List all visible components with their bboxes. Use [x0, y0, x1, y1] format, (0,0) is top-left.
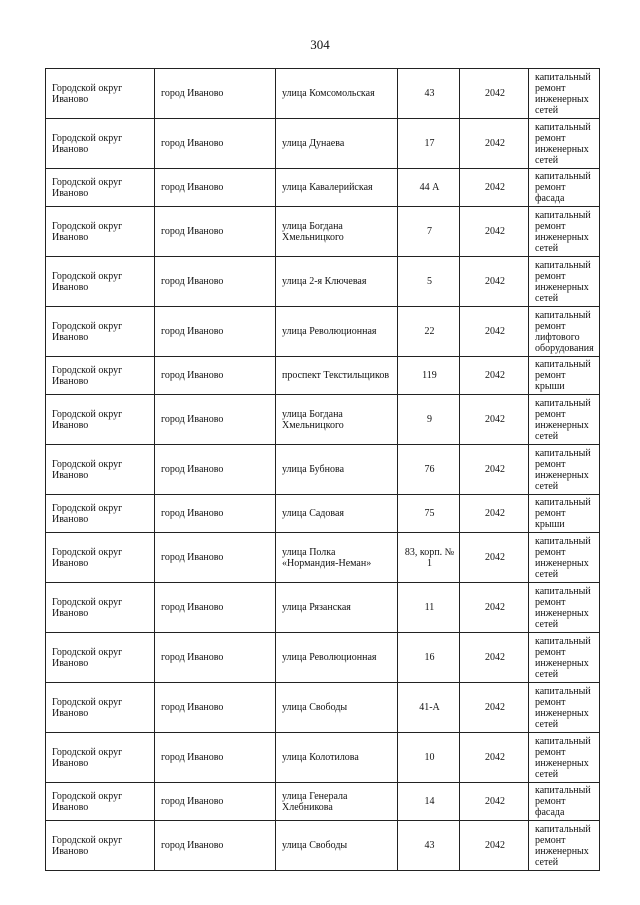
municipality-cell: Городской округ Иваново: [46, 207, 155, 257]
year-cell: 2042: [460, 445, 529, 495]
street-cell: улица Дунаева: [276, 119, 398, 169]
year-cell: 2042: [460, 533, 529, 583]
year-cell: 2042: [460, 69, 529, 119]
street-cell: улица Свободы: [276, 683, 398, 733]
work-type-cell: капитальный ремонт инженерных сетей: [529, 583, 600, 633]
settlement-cell: город Иваново: [155, 357, 276, 395]
settlement-cell: город Иваново: [155, 633, 276, 683]
page-number: 304: [310, 37, 330, 52]
municipality-cell: Городской округ Иваново: [46, 821, 155, 871]
settlement-cell: город Иваново: [155, 257, 276, 307]
year-cell: 2042: [460, 583, 529, 633]
settlement-cell: город Иваново: [155, 495, 276, 533]
street-cell: улица Свободы: [276, 821, 398, 871]
settlement-cell: город Иваново: [155, 119, 276, 169]
table-row: [46, 445, 600, 495]
settlement-cell: город Иваново: [155, 169, 276, 207]
house-number-cell: 16: [398, 633, 460, 683]
street-cell: улица Генерала Хлебникова: [276, 783, 398, 821]
table-body: [46, 69, 600, 871]
street-cell: улица Полка «Нормандия-Неман»: [276, 533, 398, 583]
year-cell: 2042: [460, 683, 529, 733]
repair-schedule-table: [45, 68, 600, 871]
municipality-cell: Городской округ Иваново: [46, 583, 155, 633]
table-row: [46, 69, 600, 119]
settlement-cell: город Иваново: [155, 821, 276, 871]
work-type-cell: капитальный ремонт инженерных сетей: [529, 821, 600, 871]
work-type-cell: капитальный ремонт инженерных сетей: [529, 533, 600, 583]
work-type-cell: капитальный ремонт инженерных сетей: [529, 119, 600, 169]
settlement-cell: город Иваново: [155, 395, 276, 445]
house-number-cell: 5: [398, 257, 460, 307]
street-cell: улица Кавалерийская: [276, 169, 398, 207]
year-cell: 2042: [460, 633, 529, 683]
municipality-cell: Городской округ Иваново: [46, 357, 155, 395]
table-row: [46, 783, 600, 821]
house-number-cell: 22: [398, 307, 460, 357]
work-type-cell: капитальный ремонт инженерных сетей: [529, 69, 600, 119]
table-row: [46, 357, 600, 395]
municipality-cell: Городской округ Иваново: [46, 533, 155, 583]
table-row: [46, 119, 600, 169]
work-type-cell: капитальный ремонт крыши: [529, 495, 600, 533]
street-cell: улица Садовая: [276, 495, 398, 533]
table-row: [46, 169, 600, 207]
house-number-cell: 43: [398, 69, 460, 119]
municipality-cell: Городской округ Иваново: [46, 733, 155, 783]
work-type-cell: капитальный ремонт инженерных сетей: [529, 445, 600, 495]
house-number-cell: 11: [398, 583, 460, 633]
street-cell: улица Революционная: [276, 307, 398, 357]
street-cell: улица Богдана Хмельницкого: [276, 207, 398, 257]
table-row: [46, 683, 600, 733]
street-cell: улица Рязанская: [276, 583, 398, 633]
table-row: [46, 495, 600, 533]
municipality-cell: Городской округ Иваново: [46, 307, 155, 357]
street-cell: улица 2-я Ключевая: [276, 257, 398, 307]
year-cell: 2042: [460, 395, 529, 445]
settlement-cell: город Иваново: [155, 207, 276, 257]
work-type-cell: капитальный ремонт инженерных сетей: [529, 733, 600, 783]
municipality-cell: Городской округ Иваново: [46, 445, 155, 495]
table-row: [46, 821, 600, 871]
street-cell: улица Бубнова: [276, 445, 398, 495]
year-cell: 2042: [460, 783, 529, 821]
table-row: [46, 207, 600, 257]
house-number-cell: 9: [398, 395, 460, 445]
house-number-cell: 119: [398, 357, 460, 395]
street-cell: улица Богдана Хмельницкого: [276, 395, 398, 445]
settlement-cell: город Иваново: [155, 533, 276, 583]
table-row: [46, 395, 600, 445]
house-number-cell: 44 А: [398, 169, 460, 207]
table-row: [46, 307, 600, 357]
house-number-cell: 17: [398, 119, 460, 169]
work-type-cell: капитальный ремонт фасада: [529, 783, 600, 821]
settlement-cell: город Иваново: [155, 445, 276, 495]
settlement-cell: город Иваново: [155, 783, 276, 821]
work-type-cell: капитальный ремонт инженерных сетей: [529, 257, 600, 307]
work-type-cell: капитальный ремонт лифтового оборудования: [529, 307, 600, 357]
street-cell: улица Комсомольская: [276, 69, 398, 119]
year-cell: 2042: [460, 733, 529, 783]
house-number-cell: 76: [398, 445, 460, 495]
settlement-cell: город Иваново: [155, 683, 276, 733]
house-number-cell: 14: [398, 783, 460, 821]
municipality-cell: Городской округ Иваново: [46, 495, 155, 533]
work-type-cell: капитальный ремонт крыши: [529, 357, 600, 395]
municipality-cell: Городской округ Иваново: [46, 633, 155, 683]
table-row: [46, 533, 600, 583]
house-number-cell: 75: [398, 495, 460, 533]
settlement-cell: город Иваново: [155, 733, 276, 783]
table-row: [46, 633, 600, 683]
municipality-cell: Городской округ Иваново: [46, 169, 155, 207]
house-number-cell: 7: [398, 207, 460, 257]
year-cell: 2042: [460, 169, 529, 207]
work-type-cell: капитальный ремонт инженерных сетей: [529, 683, 600, 733]
municipality-cell: Городской округ Иваново: [46, 395, 155, 445]
year-cell: 2042: [460, 257, 529, 307]
street-cell: проспект Текстильщиков: [276, 357, 398, 395]
table-row: [46, 733, 600, 783]
house-number-cell: 10: [398, 733, 460, 783]
settlement-cell: город Иваново: [155, 583, 276, 633]
municipality-cell: Городской округ Иваново: [46, 683, 155, 733]
year-cell: 2042: [460, 357, 529, 395]
settlement-cell: город Иваново: [155, 307, 276, 357]
house-number-cell: 43: [398, 821, 460, 871]
municipality-cell: Городской округ Иваново: [46, 783, 155, 821]
table-row: [46, 583, 600, 633]
street-cell: улица Революционная: [276, 633, 398, 683]
year-cell: 2042: [460, 495, 529, 533]
year-cell: 2042: [460, 307, 529, 357]
street-cell: улица Колотилова: [276, 733, 398, 783]
municipality-cell: Городской округ Иваново: [46, 69, 155, 119]
work-type-cell: капитальный ремонт инженерных сетей: [529, 207, 600, 257]
municipality-cell: Городской округ Иваново: [46, 119, 155, 169]
table-row: [46, 257, 600, 307]
municipality-cell: Городской округ Иваново: [46, 257, 155, 307]
work-type-cell: капитальный ремонт инженерных сетей: [529, 633, 600, 683]
work-type-cell: капитальный ремонт инженерных сетей: [529, 395, 600, 445]
work-type-cell: капитальный ремонт фасада: [529, 169, 600, 207]
house-number-cell: 41-А: [398, 683, 460, 733]
settlement-cell: город Иваново: [155, 69, 276, 119]
year-cell: 2042: [460, 821, 529, 871]
year-cell: 2042: [460, 207, 529, 257]
house-number-cell: 83, корп. № 1: [398, 533, 460, 583]
year-cell: 2042: [460, 119, 529, 169]
